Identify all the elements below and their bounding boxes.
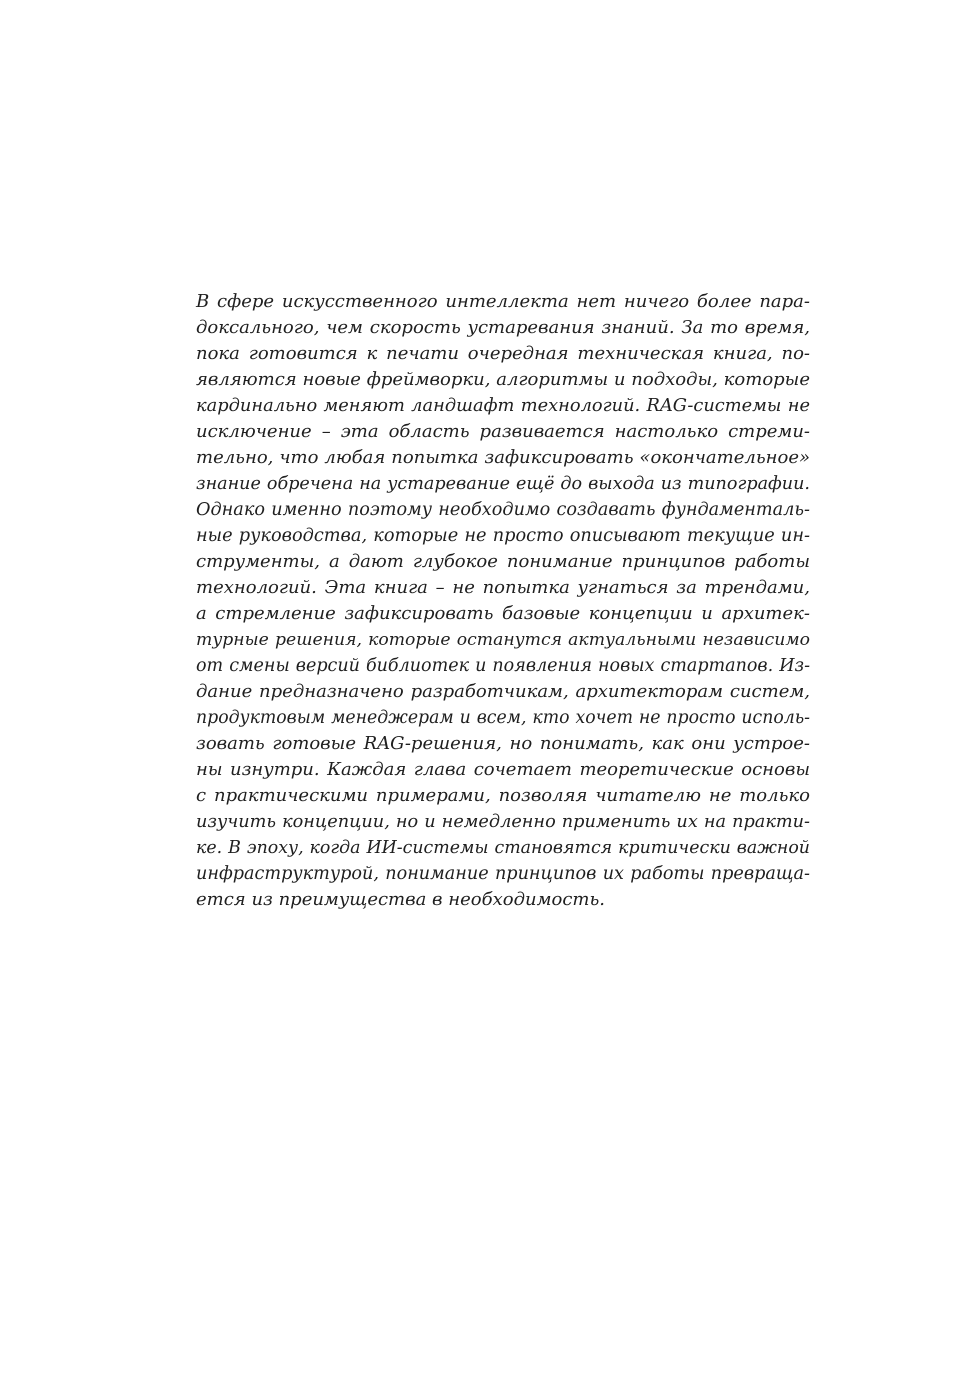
annotation-line: дание предназначено разработчикам, архитекторам систем,	[196, 681, 810, 702]
annotation-paragraph	[196, 289, 810, 913]
annotation-line-last: ется из преимущества в необходимость.	[196, 889, 605, 910]
annotation-line: технологий. Эта книга – не попытка угнаться за трендами,	[196, 577, 810, 598]
annotation-line: Однако именно поэтому необходимо создавать фундаменталь-	[196, 500, 810, 520]
annotation-line: ке. В эпоху, когда ИИ-системы становятся критически важной	[196, 838, 810, 858]
annotation-line: кардинально меняют ландшафт технологий. RAG-системы не	[196, 395, 810, 416]
annotation-line: являются новые фреймворки, алгоритмы и подходы, которые	[196, 369, 810, 390]
annotation-line: инфраструктурой, понимание принципов их работы превраща-	[196, 864, 810, 884]
annotation-line: В сфере искусственного интеллекта нет ничего более пара-	[196, 291, 810, 312]
annotation-line: ны изнутри. Каждая глава сочетает теоретические основы	[196, 759, 810, 780]
annotation-line: знание обречена на устаревание ещё до выхода из типографии.	[196, 474, 810, 494]
annotation-line: от смены версий библиотек и появления новых стартапов. Из-	[196, 656, 810, 676]
annotation-line: пока готовится к печати очередная техническая книга, по-	[196, 343, 810, 364]
annotation-line: а стремление зафиксировать базовые концепции и архитек-	[196, 603, 810, 624]
annotation-line: изучить концепции, но и немедленно применить их на практи-	[196, 812, 810, 832]
annotation-line: турные решения, которые останутся актуальными независимо	[196, 630, 810, 650]
annotation-line: зовать готовые RAG-решения, но понимать, как они устрое-	[196, 733, 810, 754]
annotation-line: ные руководства, которые не просто описывают текущие ин-	[196, 526, 810, 546]
annotation-line: продуктовым менеджерам и всем, кто хочет не просто исполь-	[196, 708, 810, 728]
annotation-line: струменты, а дают глубокое понимание принципов работы	[196, 551, 810, 572]
annotation-line: исключение – эта область развивается настолько стреми-	[196, 421, 810, 442]
annotation-line: с практическими примерами, позволяя читателю не только	[196, 785, 810, 806]
annotation-line: тельно, что любая попытка зафиксировать «окончательное»	[196, 447, 810, 468]
annotation-line: доксального, чем скорость устаревания знаний. За то время,	[196, 317, 810, 338]
